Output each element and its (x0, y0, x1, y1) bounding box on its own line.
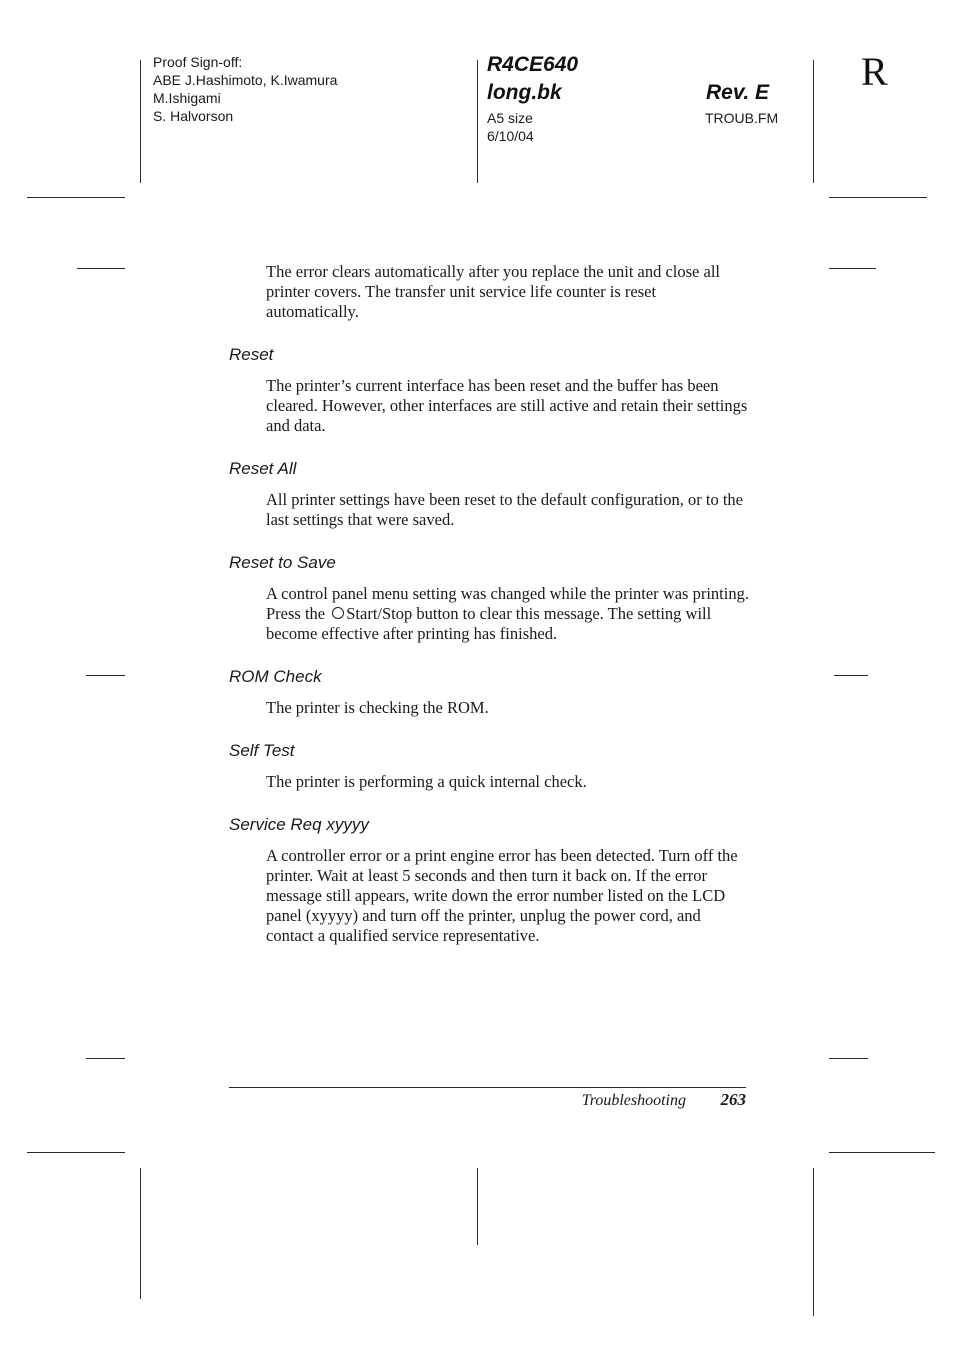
crop-mark-vertical-top-center (477, 60, 478, 183)
crop-mark-vertical-top-left (140, 60, 141, 183)
intro-paragraph: The error clears automatically after you replace the unit and close all printer covers. The transfer unit service life counter is reset automatically. (266, 262, 720, 321)
crop-mark-horizontal-bottom-left (27, 1152, 125, 1153)
signoff-line: M.Ishigami (153, 90, 221, 106)
trim-mark-top-right (829, 268, 876, 269)
doc-code: R4CE640 (487, 53, 579, 76)
section-heading: Reset to Save (229, 553, 336, 572)
trim-mark-middle-right (834, 675, 868, 676)
section-heading: ROM Check (229, 667, 322, 686)
paper-size: A5 size (487, 110, 533, 126)
main-content (229, 262, 749, 946)
section-body: The printer is checking the ROM. (266, 698, 489, 717)
proof-signoff-block (153, 53, 337, 125)
section-body (266, 584, 749, 644)
crop-mark-vertical-bottom-left (140, 1168, 141, 1299)
crop-mark-horizontal-top-left (27, 197, 125, 198)
section-heading: Reset All (229, 459, 297, 478)
book-name: long.bk (487, 81, 562, 104)
start-stop-circle-icon (332, 607, 344, 619)
file-name: TROUB.FM (705, 110, 779, 126)
trim-mark-bottom-right (829, 1058, 868, 1059)
crop-mark-horizontal-bottom-right (829, 1152, 935, 1153)
trim-mark-middle-left (86, 675, 125, 676)
footer-section-name: Troubleshooting (581, 1092, 686, 1109)
section-heading: Reset (229, 345, 274, 364)
section-body: A controller error or a print engine error has been detected. Turn off the printer. Wait at least 5 seconds and then turn it back on. If the error message still appears, write down the error number listed on the LCD panel (xyyyy) and turn off the printer, unplug the power cord, and contact a qualified service representative. (266, 846, 738, 945)
crop-mark-vertical-bottom-center (477, 1168, 478, 1245)
section-body: All printer settings have been reset to the default configuration, or to the last settings that were saved. (266, 490, 743, 529)
signoff-line: ABE J.Hashimoto, K.Iwamura (153, 72, 338, 88)
page-footer (229, 1087, 746, 1109)
crop-mark-vertical-bottom-right (813, 1168, 814, 1316)
trim-mark-top-left (77, 268, 125, 269)
trim-mark-bottom-left (86, 1058, 125, 1059)
crop-mark-horizontal-top-right (829, 197, 927, 198)
revision-label: Rev. E (706, 81, 770, 104)
section-body: The printer is performing a quick internal check. (266, 772, 587, 791)
section-heading: Self Test (229, 741, 295, 760)
section-body: The printer’s current interface has been reset and the buffer has been cleared. However, other interfaces are still active and retain their settings and data. (266, 376, 748, 435)
signoff-line: S. Halvorson (153, 108, 234, 124)
doc-date: 6/10/04 (487, 128, 534, 144)
crop-mark-vertical-top-right (813, 60, 814, 183)
section-body-text: A control panel menu setting was changed while the printer was printing. Press the (266, 584, 749, 623)
section-heading: Service Req xyyyy (229, 815, 369, 834)
page-number: 263 (720, 1090, 746, 1109)
corner-mark: R (861, 49, 888, 94)
signoff-line: Proof Sign-off: (153, 54, 243, 70)
section-body-text: Start/Stop button to clear this message. The setting will become effective after printing has finished. (266, 604, 712, 643)
